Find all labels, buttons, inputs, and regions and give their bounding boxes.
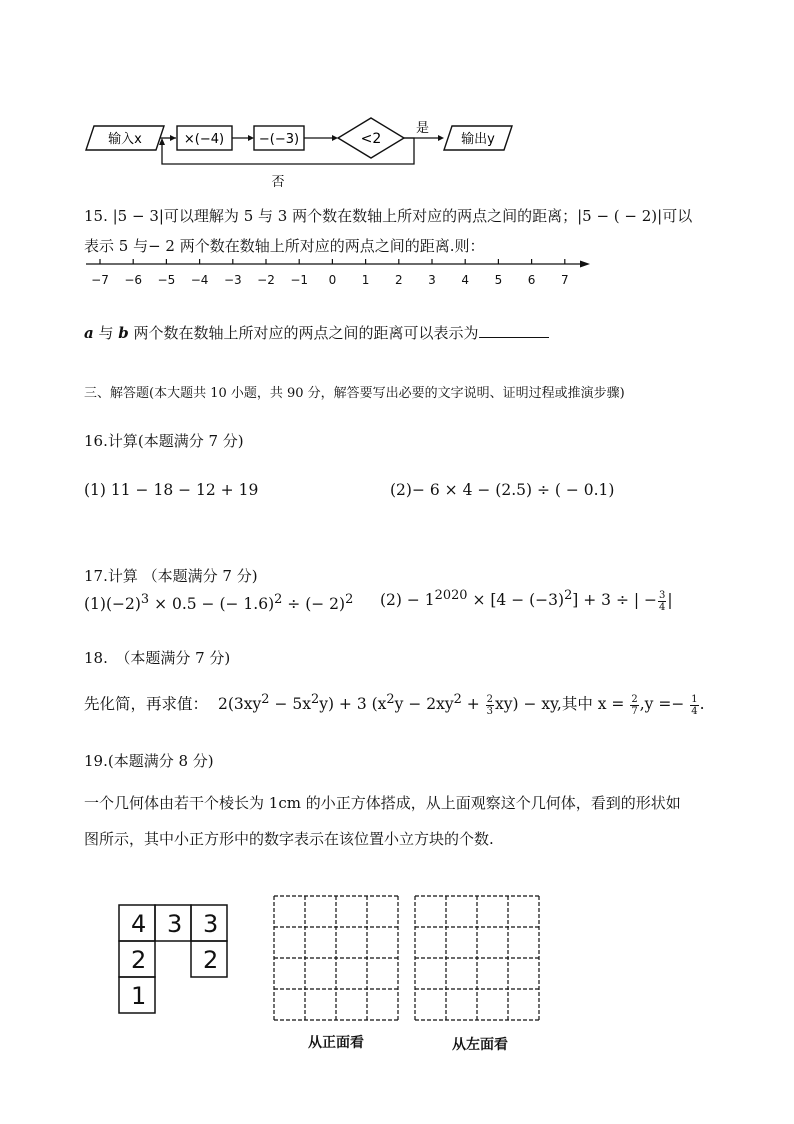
q18-frac3-den: 4	[691, 705, 698, 717]
number-line-tick-label: 1	[361, 273, 370, 287]
q19-line1: 一个几何体由若干个棱长为 1cm 的小正方体搭成，从上面观察这个几何体，看到的形状如	[84, 794, 681, 812]
var-a: a	[84, 324, 94, 342]
var-b: b	[118, 324, 129, 342]
front-view-label: 从正面看	[308, 1035, 364, 1051]
q17-part1-b: × 0.5 − (− 1.6)	[149, 595, 275, 614]
q19-title: 19.(本题满分 8 分)	[84, 752, 214, 770]
number-line-tick-label: −2	[257, 273, 275, 287]
q18-where: 其中	[561, 695, 598, 714]
top-view-cell-number: 3	[203, 910, 219, 938]
q18-prompt: 先化简，再求值：	[84, 695, 209, 714]
q15-line1: 15. |5 − 3|可以理解为 5 与 3 两个数在数轴上所对应的两点之间的距离；|5 − ( − 2)|可以	[84, 207, 693, 225]
left-view-label: 从左面看	[452, 1037, 508, 1053]
q16-part2-label: (2)	[390, 481, 412, 499]
flowchart-output-label: 输出y	[461, 132, 495, 147]
q17-part1	[84, 592, 353, 613]
q18-expr-e: +	[461, 695, 485, 714]
q16-part2	[390, 481, 614, 499]
number-line-tick-label: 4	[461, 273, 470, 287]
q17-part2-label: (2)	[380, 591, 402, 610]
q18-expr-a-exp: 2	[261, 692, 270, 707]
q18-expression	[84, 692, 705, 717]
q16-part2-expr: − 6 × 4 − (2.5) ÷ ( − 0.1)	[411, 481, 615, 499]
q17-part2-b: × [4 − (−3)	[467, 591, 565, 610]
q16-part1	[84, 481, 258, 499]
q18-frac1-num: 2	[486, 693, 494, 705]
top-view-cell-number: 2	[131, 946, 147, 974]
q15-answer-mid: 与	[93, 324, 119, 342]
q15-answer-line	[84, 322, 549, 343]
flowchart-yes-label: 是	[416, 121, 430, 136]
q18-expr-c-exp: 2	[386, 692, 395, 707]
number-line	[86, 256, 596, 290]
top-view-cell-number: 1	[131, 982, 147, 1010]
number-line-tick-label: 3	[428, 273, 436, 287]
q18-frac2	[630, 694, 638, 717]
front-view-grid[interactable]	[272, 894, 402, 1024]
q18-expr-c: y) + 3 (x	[319, 695, 387, 714]
number-line-tick-label: −5	[157, 273, 176, 287]
q18-frac2-num: 2	[631, 693, 638, 705]
section3-heading: 三、解答题(本大题共 10 小题，共 90 分，解答要写出必要的文字说明、证明过程或推演步骤)	[84, 386, 625, 401]
q17-part1-a-exp: 3	[140, 592, 150, 607]
q17-part2	[380, 588, 673, 613]
q17-part2-b-exp: 2	[564, 588, 573, 603]
left-view-grid[interactable]	[413, 894, 543, 1024]
q15-line2: 表示 5 与− 2 两个数在数轴上所对应的两点之间的距离.则：	[84, 237, 485, 255]
q18-expr-f: xy) − xy,	[495, 695, 562, 714]
number-line-tick-label: −6	[124, 273, 143, 287]
number-line-tick-label: 0	[328, 273, 337, 287]
q17-title: 17.计算 （本题满分 7 分)	[84, 567, 258, 585]
q17-frac-den: 4	[659, 601, 666, 613]
flowchart-condition-label: <2	[360, 131, 382, 147]
q17-part1-c: ÷ (− 2)	[282, 595, 346, 614]
q17-part1-a: (−2)	[105, 595, 141, 614]
top-view-cell-number: 4	[131, 910, 147, 938]
q16-part1-expr: 11 − 18 − 12 + 19	[105, 481, 259, 499]
q18-frac1	[486, 694, 494, 717]
q18-frac3	[690, 694, 698, 717]
q18-frac3-num: 1	[691, 693, 698, 705]
top-view-cell-number: 2	[203, 946, 219, 974]
q15-answer-blank[interactable]	[479, 323, 549, 338]
q17-part2-d: |	[667, 591, 673, 610]
q18-expr-a: 2(3xy	[218, 695, 262, 714]
q17-part2-frac	[658, 590, 666, 613]
number-line-tick-label: 2	[394, 273, 403, 287]
number-line-tick-label: 7	[560, 273, 569, 287]
q18-expr-d: y − 2xy	[394, 695, 454, 714]
q17-part1-label: (1)	[84, 595, 106, 614]
q18-frac2-den: 7	[631, 705, 638, 717]
flowchart	[80, 112, 520, 194]
q18-end: .	[699, 695, 705, 714]
top-view-grid	[118, 904, 234, 1016]
q18-frac1-den: 3	[486, 705, 494, 717]
q17-frac-num: 3	[659, 589, 666, 601]
number-line-tick-label: −1	[290, 273, 309, 287]
number-line-tick-label: 5	[494, 273, 503, 287]
top-view-cell-number: 3	[167, 910, 183, 938]
q17-part2-a-exp: 2020	[434, 588, 468, 603]
q18-expr-b: − 5x	[269, 695, 311, 714]
q18-expr-d-exp: 2	[453, 692, 462, 707]
q15-answer-text: 两个数在数轴上所对应的两点之间的距离可以表示为	[128, 324, 479, 342]
q17-part1-b-exp: 2	[274, 592, 283, 607]
flowchart-step2-label: −(−3)	[258, 132, 300, 147]
number-line-tick-label: −4	[190, 273, 209, 287]
q17-part1-c-exp: 2	[345, 592, 354, 607]
q19-line2: 图所示，其中小正方形中的数字表示在该位置小立方块的个数.	[84, 830, 494, 848]
flowchart-input-label: 输入x	[108, 132, 142, 147]
q18-x-eq: x =	[597, 695, 630, 714]
q17-part2-a: − 1	[401, 591, 435, 610]
q16-part1-label: (1)	[84, 481, 106, 499]
q18-expr-b-exp: 2	[310, 692, 320, 707]
q18-y-eq: ,y =−	[639, 695, 690, 714]
number-line-tick-label: 6	[527, 273, 536, 287]
q17-part2-c: ] + 3 ÷ | −	[572, 591, 658, 610]
number-line-tick-label: −3	[223, 273, 242, 287]
q18-title: 18. （本题满分 7 分)	[84, 649, 231, 667]
flowchart-step1-label: ×(−4)	[183, 132, 225, 147]
q16-title: 16.计算(本题满分 7 分)	[84, 432, 244, 450]
flowchart-no-label: 否	[271, 175, 285, 190]
number-line-tick-label: −7	[91, 273, 109, 287]
